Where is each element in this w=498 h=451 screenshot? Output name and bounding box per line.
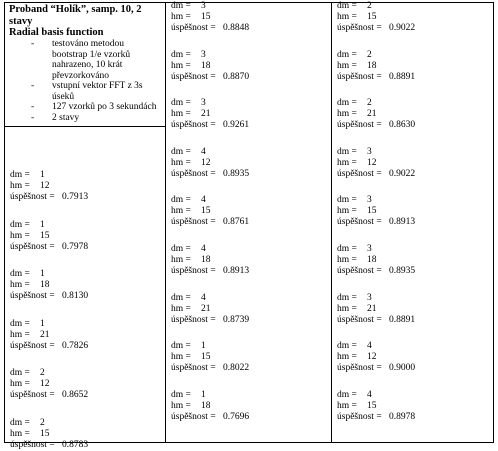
hm-label: hm = (171, 12, 191, 22)
hm-label: hm = (337, 12, 357, 22)
hm-line (10, 429, 88, 440)
usp-value: 0.8130 (62, 291, 89, 302)
hm-label: hm = (171, 157, 191, 168)
hm-value: 18 (201, 400, 211, 411)
dm-label: dm = (337, 146, 357, 157)
hm-label: hm = (10, 181, 30, 191)
dm-value: 1 (201, 389, 206, 400)
dm-line (10, 319, 88, 330)
usp-line (171, 120, 249, 131)
experiment-title: Proband “Holík”, samp. 10, 2 stavy (9, 4, 142, 27)
dm-label: dm = (337, 341, 357, 352)
dm-value: 3 (367, 146, 372, 157)
usp-value: 0.9000 (389, 363, 416, 374)
dm-line (10, 220, 88, 231)
note-item: - testováno metodou bootstrap 1/e vzorků nahrazeno, 10 krát převzorkováno (9, 39, 161, 81)
usp-label: úspěšnost = (337, 23, 382, 33)
hm-label: hm = (10, 379, 30, 390)
hm-label: hm = (10, 280, 30, 291)
usp-line (10, 440, 88, 451)
dm-value: 3 (367, 195, 372, 206)
hm-value: 21 (201, 303, 211, 314)
hm-line (171, 206, 249, 217)
usp-label: úspěšnost = (10, 390, 55, 401)
dm-value: 4 (201, 146, 206, 157)
dm-value: 4 (201, 244, 206, 254)
dm-value: 2 (40, 368, 45, 379)
usp-value: 0.7826 (62, 340, 89, 351)
hm-label: hm = (337, 157, 357, 168)
hm-label: hm = (337, 400, 357, 411)
usp-value: 0.8978 (389, 411, 416, 422)
hm-label: hm = (10, 329, 30, 340)
usp-value: 0.8935 (389, 266, 416, 276)
result-entry (332, 195, 415, 228)
hm-value: 15 (367, 206, 377, 217)
usp-line (10, 390, 88, 401)
usp-value: 0.8848 (223, 23, 250, 33)
hm-line (10, 330, 88, 341)
usp-label: úspěšnost = (171, 120, 216, 131)
dm-label: dm = (337, 292, 357, 303)
hm-line (171, 304, 249, 315)
hm-label: hm = (171, 109, 191, 120)
usp-value: 0.8022 (223, 363, 250, 374)
usp-value: 0.8761 (223, 217, 250, 228)
hm-line (337, 206, 415, 217)
usp-label: úspěšnost = (337, 120, 382, 131)
usp-label: úspěšnost = (171, 314, 216, 325)
dm-label: dm = (171, 98, 191, 109)
result-entry (332, 341, 415, 374)
note-item: - 127 vzorků po 3 sekundách (9, 102, 161, 113)
usp-label: úspěšnost = (10, 440, 55, 450)
hm-line (337, 61, 415, 72)
result-entry (166, 341, 249, 374)
usp-line (10, 242, 88, 253)
dm-label: dm = (337, 244, 357, 254)
dm-line (171, 195, 249, 206)
usp-value: 0.9261 (223, 120, 250, 131)
hm-label: hm = (10, 230, 30, 241)
usp-label: úspěšnost = (171, 71, 216, 82)
usp-label: úspěšnost = (10, 192, 55, 202)
hm-label: hm = (337, 206, 357, 217)
usp-line (10, 192, 88, 203)
usp-line (171, 412, 249, 423)
dm-label: dm = (10, 170, 30, 180)
usp-line (337, 23, 415, 34)
hm-value: 21 (367, 303, 377, 314)
dm-line (337, 1, 415, 12)
dm-line (171, 293, 249, 304)
hm-line (10, 181, 88, 192)
hm-line (171, 158, 249, 169)
method-notes (9, 39, 165, 123)
hm-line (337, 12, 415, 23)
dm-line (337, 50, 415, 61)
dm-value: 3 (367, 244, 372, 254)
hm-value: 12 (40, 181, 50, 191)
dm-line (10, 418, 88, 429)
hm-value: 18 (367, 255, 377, 265)
result-entry (166, 244, 249, 277)
hm-value: 15 (201, 12, 211, 22)
dm-line (337, 98, 415, 109)
dm-line (171, 98, 249, 109)
hm-line (10, 280, 88, 291)
dm-label: dm = (171, 244, 191, 254)
dm-label: dm = (171, 292, 191, 303)
hm-label: hm = (337, 109, 357, 120)
dm-label: dm = (171, 146, 191, 157)
usp-value: 0.8891 (389, 71, 416, 82)
hm-label: hm = (171, 255, 191, 265)
result-entry (5, 170, 88, 203)
result-entry (332, 50, 415, 83)
hm-line (171, 352, 249, 363)
hm-label: hm = (10, 429, 30, 439)
dm-label: dm = (171, 389, 191, 400)
table-column-2 (166, 3, 332, 442)
result-entry (5, 269, 88, 302)
table-column-1 (5, 3, 166, 450)
dm-line (337, 147, 415, 158)
usp-value: 0.9022 (389, 23, 416, 33)
note-item: - 2 stavy (9, 113, 161, 124)
usp-label: úspěšnost = (10, 291, 55, 302)
hm-line (337, 304, 415, 315)
hm-value: 21 (40, 329, 50, 340)
table-column-3 (332, 3, 493, 442)
result-entry (332, 244, 415, 277)
dm-label: dm = (337, 389, 357, 400)
hm-label: hm = (171, 206, 191, 217)
usp-line (337, 72, 415, 83)
hm-line (337, 255, 415, 266)
result-entry (5, 368, 88, 401)
usp-line (337, 363, 415, 374)
dm-value: 2 (367, 1, 372, 11)
dm-label: dm = (171, 1, 191, 11)
result-entry (332, 147, 415, 180)
dm-line (171, 244, 249, 255)
result-entry (166, 147, 249, 180)
usp-value: 0.8652 (62, 390, 89, 401)
hm-value: 15 (40, 230, 50, 241)
dm-line (171, 50, 249, 61)
dm-value: 4 (201, 195, 206, 206)
hm-label: hm = (337, 303, 357, 314)
usp-label: úspěšnost = (171, 23, 216, 33)
hm-value: 12 (367, 157, 377, 168)
usp-line (171, 363, 249, 374)
dm-line (10, 269, 88, 280)
dm-line (171, 147, 249, 158)
dm-value: 4 (201, 292, 206, 303)
dm-label: dm = (337, 49, 357, 60)
dm-label: dm = (171, 195, 191, 206)
dm-line (337, 390, 415, 401)
hm-line (171, 401, 249, 412)
hm-line (337, 158, 415, 169)
dm-value: 1 (40, 318, 45, 329)
dm-value: 3 (201, 1, 206, 11)
dm-label: dm = (337, 98, 357, 109)
result-entry (332, 390, 415, 423)
note-item: - vstupní vektor FFT z 3s úseků (9, 81, 161, 102)
hm-value: 18 (201, 255, 211, 265)
dm-value: 4 (367, 341, 372, 352)
dm-value: 3 (201, 98, 206, 109)
hm-line (337, 352, 415, 363)
usp-line (10, 291, 88, 302)
usp-value: 0.8870 (223, 71, 250, 82)
dm-line (337, 195, 415, 206)
dm-line (171, 1, 249, 12)
usp-label: úspěšnost = (337, 71, 382, 82)
hm-line (171, 61, 249, 72)
result-entry (5, 418, 88, 451)
hm-line (337, 109, 415, 120)
dm-value: 1 (40, 269, 45, 280)
hm-line (10, 379, 88, 390)
result-entry (166, 50, 249, 83)
dm-value: 1 (201, 341, 206, 352)
dm-label: dm = (10, 368, 30, 379)
hm-value: 15 (201, 206, 211, 217)
hm-value: 12 (367, 352, 377, 363)
usp-label: úspěšnost = (10, 340, 55, 351)
usp-label: úspěšnost = (171, 168, 216, 179)
usp-line (337, 169, 415, 180)
usp-line (171, 169, 249, 180)
hm-value: 21 (367, 109, 377, 120)
dm-label: dm = (10, 418, 30, 428)
usp-value: 0.8935 (223, 168, 250, 179)
usp-value: 0.7978 (62, 241, 89, 252)
usp-label: úspěšnost = (171, 217, 216, 228)
dm-label: dm = (337, 1, 357, 11)
usp-line (171, 23, 249, 34)
dm-value: 1 (40, 170, 45, 180)
hm-line (337, 401, 415, 412)
hm-value: 15 (201, 352, 211, 363)
usp-label: úspěšnost = (171, 363, 216, 374)
usp-label: úspěšnost = (337, 266, 382, 276)
hm-value: 18 (201, 60, 211, 71)
header-cell (5, 3, 165, 123)
usp-value: 0.7696 (223, 411, 250, 422)
hm-value: 15 (367, 400, 377, 411)
result-entry (5, 220, 88, 253)
usp-label: úspěšnost = (337, 314, 382, 325)
result-entry (166, 390, 249, 423)
dm-value: 3 (367, 292, 372, 303)
result-entry (166, 1, 249, 34)
dm-value: 1 (40, 219, 45, 230)
usp-line (337, 315, 415, 326)
usp-label: úspěšnost = (171, 266, 216, 276)
dm-line (337, 293, 415, 304)
dm-line (10, 170, 88, 181)
dm-line (171, 390, 249, 401)
usp-line (171, 72, 249, 83)
hm-line (171, 255, 249, 266)
dm-line (10, 368, 88, 379)
result-entry (332, 293, 415, 326)
dm-line (171, 341, 249, 352)
dm-label: dm = (10, 318, 30, 329)
hm-label: hm = (337, 352, 357, 363)
usp-value: 0.8739 (223, 314, 250, 325)
usp-value: 0.9022 (389, 168, 416, 179)
usp-value: 0.8630 (389, 120, 416, 131)
hm-value: 12 (201, 157, 211, 168)
usp-line (337, 266, 415, 277)
dm-value: 3 (201, 49, 206, 60)
dm-label: dm = (10, 219, 30, 230)
results-table (4, 1, 494, 450)
hm-line (171, 12, 249, 23)
hm-line (171, 109, 249, 120)
hm-label: hm = (337, 255, 357, 265)
dm-label: dm = (10, 269, 30, 280)
usp-value: 0.7913 (62, 192, 89, 202)
usp-line (10, 341, 88, 352)
hm-value: 18 (40, 280, 50, 291)
hm-label: hm = (171, 352, 191, 363)
dm-value: 2 (40, 418, 45, 428)
hm-value: 21 (201, 109, 211, 120)
usp-value: 0.8783 (62, 440, 89, 450)
dm-label: dm = (171, 49, 191, 60)
usp-line (337, 120, 415, 131)
result-entry (5, 319, 88, 352)
result-entry (166, 98, 249, 131)
hm-value: 12 (40, 379, 50, 390)
usp-line (171, 315, 249, 326)
usp-line (171, 266, 249, 277)
dm-label: dm = (337, 195, 357, 206)
usp-label: úspěšnost = (337, 363, 382, 374)
hm-label: hm = (171, 60, 191, 71)
usp-line (337, 217, 415, 228)
usp-label: úspěšnost = (337, 217, 382, 228)
hm-value: 18 (367, 60, 377, 71)
result-entry (332, 98, 415, 131)
usp-label: úspěšnost = (10, 241, 55, 252)
usp-value: 0.8913 (389, 217, 416, 228)
usp-value: 0.8913 (223, 266, 250, 276)
hm-value: 15 (40, 429, 50, 439)
method-title: Radial basis function (9, 27, 104, 38)
result-entry (166, 195, 249, 228)
hm-label: hm = (337, 60, 357, 71)
result-entry (166, 293, 249, 326)
row-divider (5, 126, 165, 127)
dm-value: 4 (367, 389, 372, 400)
dm-value: 2 (367, 98, 372, 109)
usp-label: úspěšnost = (337, 411, 382, 422)
dm-label: dm = (171, 341, 191, 352)
dm-line (337, 341, 415, 352)
usp-line (171, 217, 249, 228)
dm-value: 2 (367, 49, 372, 60)
hm-value: 15 (367, 12, 377, 22)
hm-line (10, 231, 88, 242)
usp-label: úspěšnost = (337, 168, 382, 179)
hm-label: hm = (171, 400, 191, 411)
hm-label: hm = (171, 303, 191, 314)
usp-line (337, 412, 415, 423)
usp-label: úspěšnost = (171, 411, 216, 422)
result-entry (332, 1, 415, 34)
usp-value: 0.8891 (389, 314, 416, 325)
dm-line (337, 244, 415, 255)
